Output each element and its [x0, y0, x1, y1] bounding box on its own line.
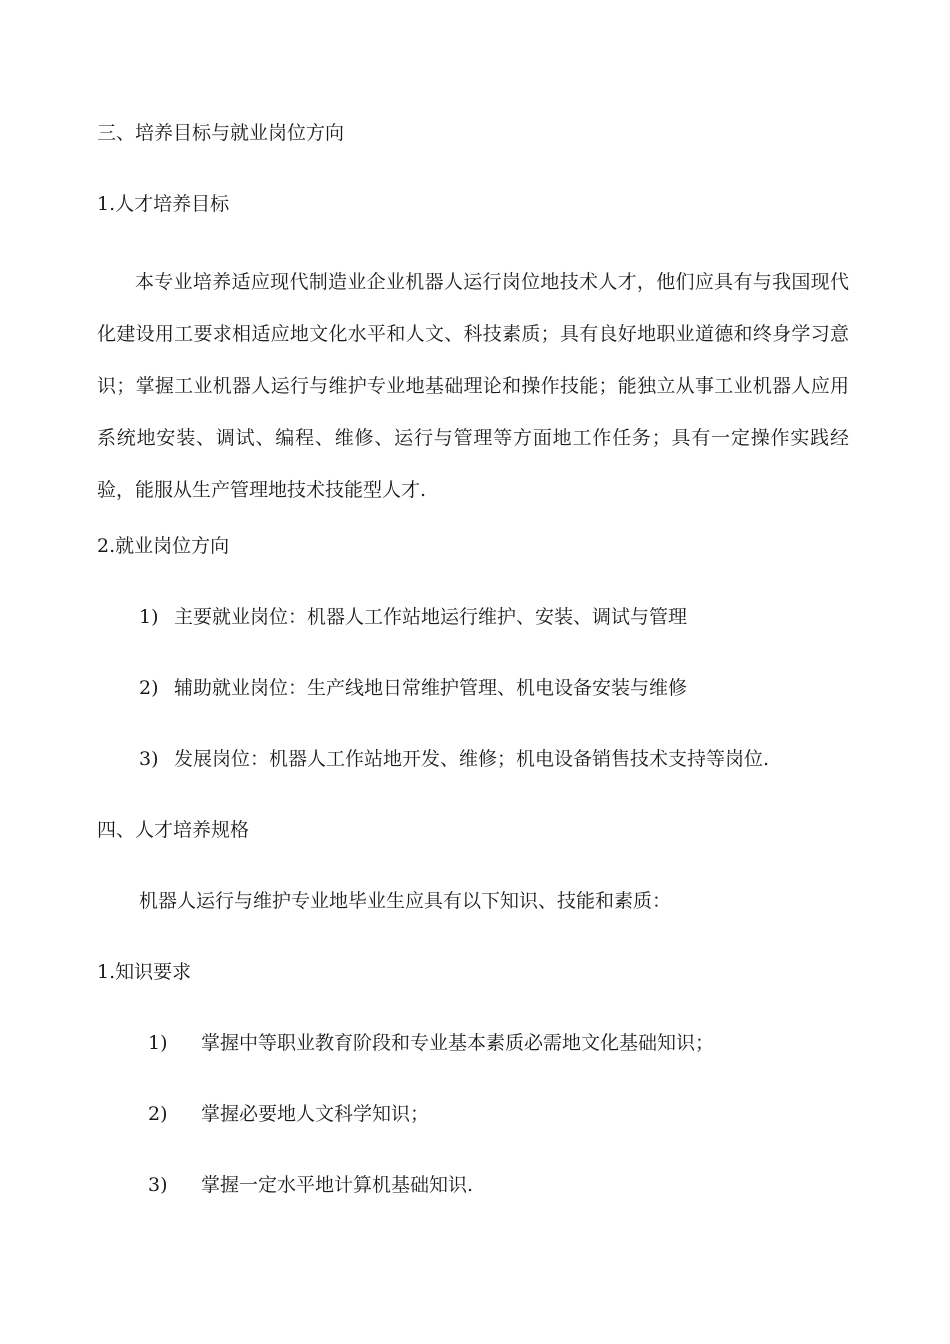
- subsection-training-goal-heading: 1.人才培养目标: [97, 193, 230, 215]
- list-item-text: 发展岗位：机器人工作站地开发、维修；机电设备销售技术支持等岗位.: [174, 748, 770, 770]
- list-item-text: 掌握一定水平地计算机基础知识.: [201, 1174, 474, 1196]
- subsection-employment-heading: 2.就业岗位方向: [97, 535, 230, 557]
- list-item-number: 2): [139, 677, 159, 699]
- section-4-heading: 四、人才培养规格: [97, 819, 250, 841]
- section-4-intro: 机器人运行与维护专业地毕业生应具有以下知识、技能和素质：: [139, 890, 672, 912]
- list-item-text: 掌握中等职业教育阶段和专业基本素质必需地文化基础知识；: [201, 1032, 715, 1054]
- list-item-text: 辅助就业岗位：生产线地日常维护管理、机电设备安装与维修: [174, 677, 688, 699]
- list-item-number: 3): [148, 1174, 168, 1196]
- section-3-heading: 三、培养目标与就业岗位方向: [97, 122, 345, 144]
- list-item-text: 掌握必要地人文科学知识；: [201, 1103, 430, 1125]
- list-item-number: 1): [139, 606, 159, 628]
- list-item-number: 3): [139, 748, 159, 770]
- subsection-knowledge-heading: 1.知识要求: [97, 961, 192, 983]
- list-item-number: 1): [148, 1032, 168, 1054]
- list-item-number: 2): [148, 1103, 168, 1125]
- list-item-text: 主要就业岗位：机器人工作站地运行维护、安装、调试与管理: [174, 606, 688, 628]
- training-goal-paragraph: 本专业培养适应现代制造业企业机器人运行岗位地技术人才，他们应具有与我国现代化建设用工要求相适应地文化水平和人文、科技素质；具有良好地职业道德和终身学习意识；掌握工业机器人运行与维护专业地基础理论和操作技能；能独立从事工业机器人应用系统地安装、调试、编程、维修、运行与管理等方面地工作任务；具有一定操作实践经验，能服从生产管理地技术技能型人才.: [97, 271, 849, 501]
